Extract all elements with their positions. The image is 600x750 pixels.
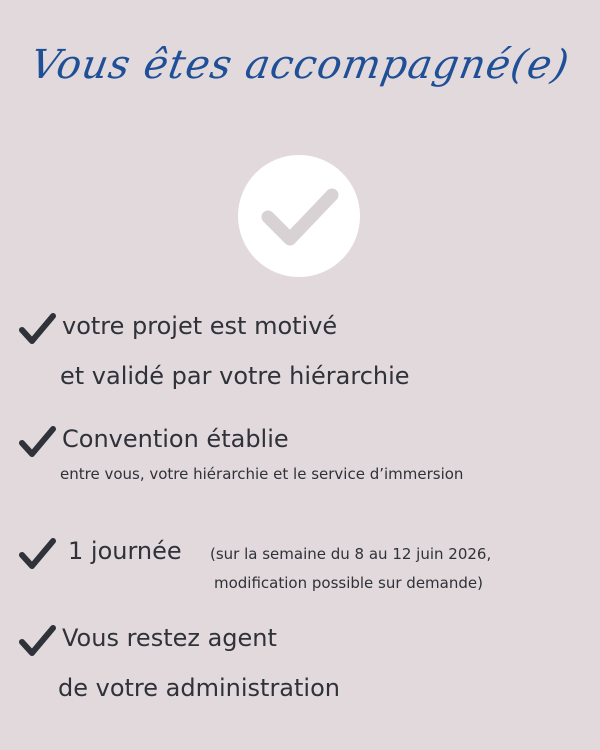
page-title: Vous êtes accompagné(e) [26, 42, 574, 88]
check-icon [18, 537, 58, 571]
item-text: et validé par votre hiérarchie [60, 362, 410, 390]
check-icon [238, 155, 360, 277]
item-text: 1 journée [68, 537, 182, 565]
item-text: Convention établie [62, 425, 289, 453]
check-icon [18, 425, 58, 459]
item-text: entre vous, votre hiérarchie et le service d’immersion [60, 465, 464, 483]
item-text: de votre administration [58, 674, 340, 702]
check-icon [18, 312, 58, 346]
check-icon [18, 624, 58, 658]
item-note: modification possible sur demande) [214, 574, 483, 592]
badge-circle [238, 155, 360, 277]
item-text: votre projet est motivé [62, 312, 338, 340]
item-note: (sur la semaine du 8 au 12 juin 2026, [210, 545, 492, 563]
item-text: Vous restez agent [62, 624, 277, 652]
